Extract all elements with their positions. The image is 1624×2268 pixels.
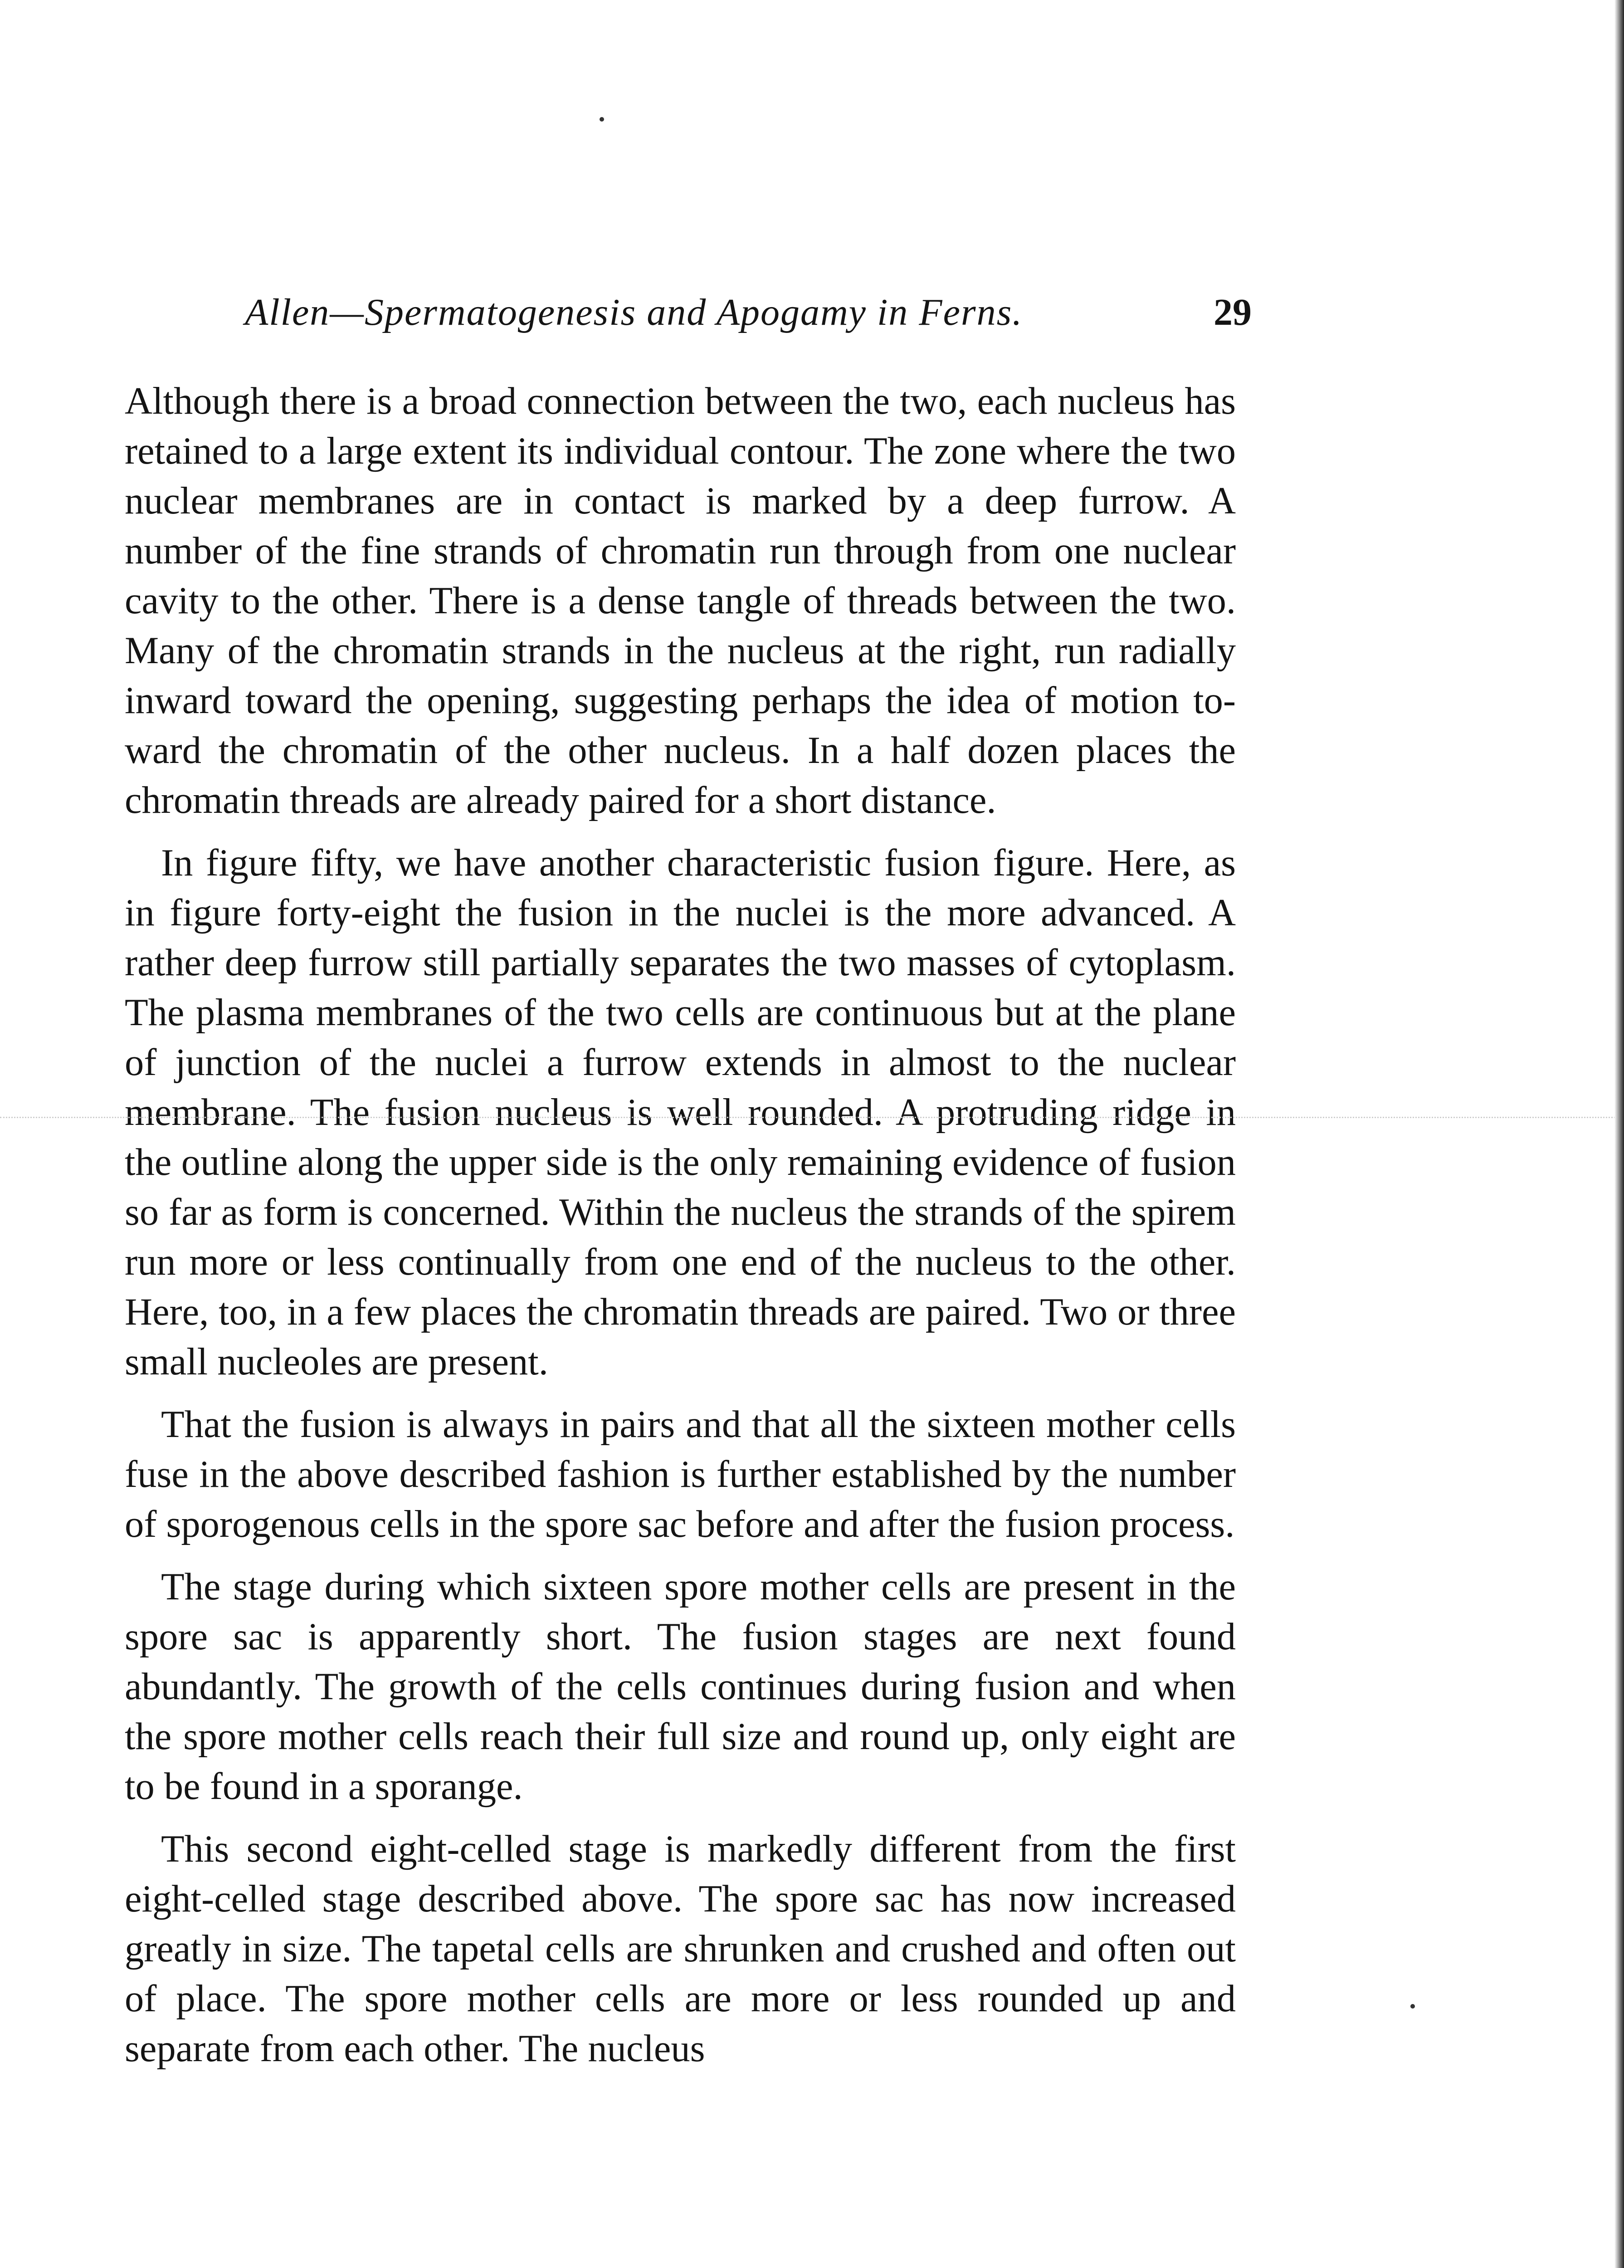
paper-speck: [1410, 2004, 1415, 2009]
paragraph: Although there is a broad connection between the two, each nucleus has retained to a large extent its individual contour. The zone where the two nuclear membranes are in contact is marked by a deep furrow. A number of the fine strands of chromatin run through from one nuclear cavity to the other. There is a dense tangle of threads between the two. Many of the chromatin strands in the nucleus at the right, run radially inward toward the opening, suggesting perhaps the idea of motion toward the chromatin of the other nucleus. In a half dozen places the chromatin threads are already paired for a short distance.: [125, 380, 1236, 821]
paragraph: The stage during which sixteen spore mother cells are present in the spore sac is apparently short. The fusion stages are next found abundantly. The growth of the cells continues during fusion and when the spore mother cells reach their full size and round up, only eight are to be found in a sporange.: [125, 1566, 1236, 1808]
running-head: [245, 290, 1252, 349]
paragraph: That the fusion is always in pairs and that all the sixteen mother cells fuse in the above described fashion is further established by the number of sporogenous cells in the spore sac before and after the fusion process.: [125, 1403, 1236, 1545]
page-number: 29: [1214, 291, 1252, 333]
paragraph: This second eight-celled stage is markedly different from the first eight-celled stage described above. The spore sac has now increased greatly in size. The tapetal cells are shrunken and crushed and often out of place. The spore mother cells are more or less rounded up and separate from each other. The nucleus: [125, 1828, 1236, 2070]
scan-edge-right: [1614, 0, 1624, 2268]
paragraph: In figure fifty, we have another characteristic fusion figure. Here, as in figure forty-eight the fusion in the nuclei is the more advanced. A rather deep furrow still partially separates the two masses of cytoplasm. The plasma membranes of the two cells are continuous but at the plane of junction of the nuclei a furrow extends in almost to the nuclear membrane. The fusion nucleus is well rounded. A protruding ridge in the outline along the upper side is the only remaining evidence of fusion so far as form is concerned. Within the nucleus the strands of the spirem run more or less continually from one end of the nucleus to the other. Here, too, in a few places the chromatin threads are paired. Two or three small nucleoles are present.: [125, 842, 1236, 1383]
body-text: [125, 376, 1236, 2087]
running-title: Allen—Spermatogenesis and Apogamy in Ferns.: [245, 291, 1023, 333]
paper-fold-line: [0, 1117, 1624, 1118]
paper-speck: [600, 117, 604, 122]
